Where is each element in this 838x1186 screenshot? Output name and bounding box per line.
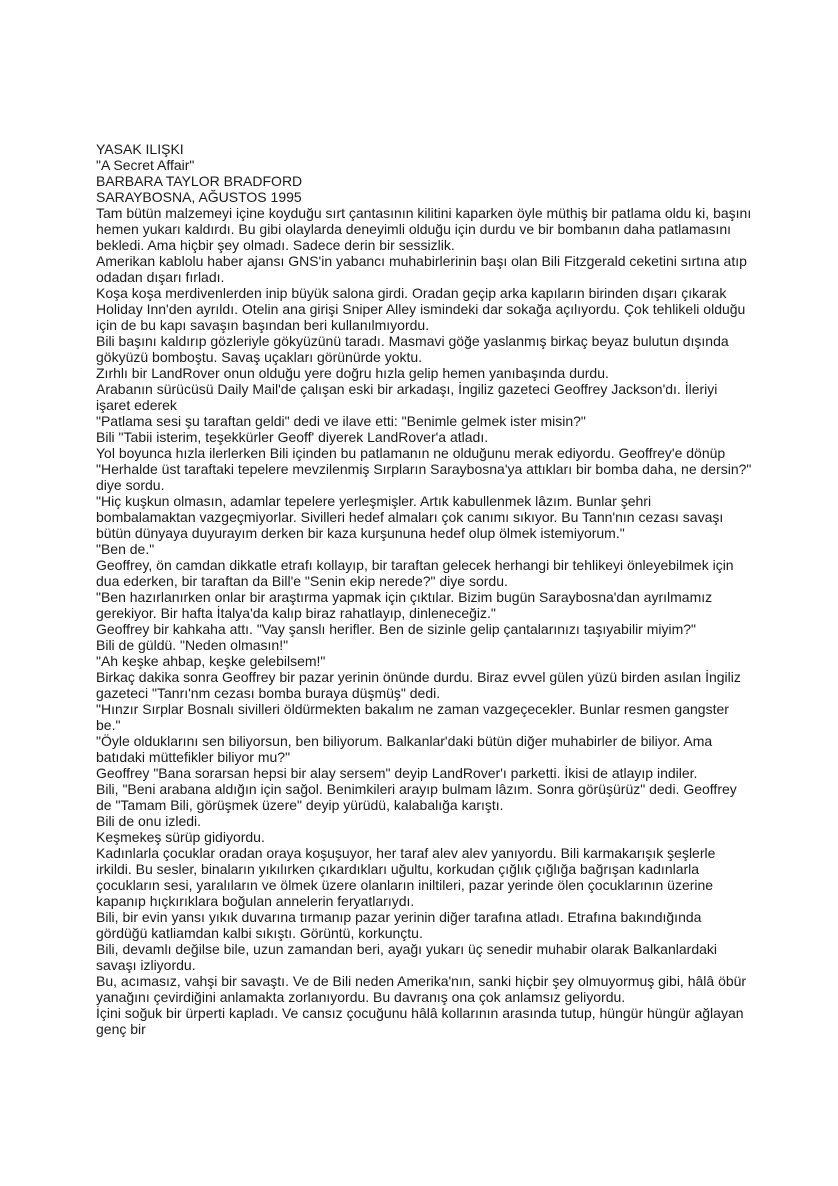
text-line: irkildi. Bu sesler, binaların yıkılırken çıkardıkları uğultu, korkudan çığlık çığlığa bağrışan kadınlarla [96,861,700,877]
text-line: Keşmekeş sürüp gidiyordu. [96,829,265,845]
text-line: de "Tamam Bili, görüşmek üzere" deyip yürüdü, kalabalığa karıştı. [96,797,504,813]
text-line: Arabanın sürücüsü Daily Mail'de çalışan eski bir arkadaşı, İngiliz gazeteci Geoffrey Jackson'dı. İleriyi [96,381,718,397]
text-line: hemen yukarı kaldırdı. Bu gibi olaylarda deneyimli olduğu için durdu ve bir bombanın daha patlamasını [96,221,732,237]
text-line: Bili, bir evin yansı yıkık duvarına tırmanıp pazar yerinin diğer tarafına atladı. Etrafına bakındığında [96,909,702,925]
text-line: Yol boyunca hızla ilerlerken Bili içinden bu patlamanın ne olduğunu merak ediyordu. Geoffrey'e dönüp [96,445,726,461]
text-line: odadan dışarı fırladı. [96,269,225,285]
text-line: Bu, acımasız, vahşi bir savaştı. Ve de Bili neden Amerika'nın, sanki hiçbir şey olmuyormuş gibi, hâlâ öbür [96,973,747,989]
text-line: diye sordu. [96,477,165,493]
text-line: "Hiç kuşkun olmasın, adamlar tepelere yerleşmişler. Artık kabullenmek lâzım. Bunlar şehri [96,493,652,509]
text-line: Amerikan kablolu haber ajansı GNS'in yabancı muhabirlerinin başı olan Bili Fitzgerald ceketini sırtına atıp [96,253,747,269]
text-line: dua ederken, bir taraftan da Bill'e "Senin ekip nerede?" diye sordu. [96,573,508,589]
text-line: Tam bütün malzemeyi içine koyduğu sırt çantasının kilitini kaparken öyle müthiş bir patlama oldu ki, başını [96,205,752,221]
text-line: Kadınlarla çocuklar oradan oraya koşuşuyor, her taraf alev alev yanıyordu. Bili karmakarışık şeşlerle [96,845,716,861]
text-line: "Ah keşke ahbap, keşke gelebilsem!" [96,653,326,669]
text-line: Bili de güldü. "Neden olmasın!" [96,637,289,653]
text-line: savaşı izliyordu. [96,957,196,973]
text-line: Geoffrey "Bana sorarsan hepsi bir alay sersem" deyip LandRover'ı parketti. İkisi de atlayıp indiler. [96,765,698,781]
text-line: "Ben de." [96,541,155,557]
text-line: gazeteci "Tanrı'nm cezası bomba buraya düşmüş" dedi. [96,685,441,701]
text-line: için de bu kapı savaşın başından beri kullanılmıyordu. [96,317,430,333]
text-line: Holiday Inn'den ayrıldı. Otelin ana girişi Sniper Alley ismindeki dar sokağa açılıyordu. Çok tehlikeli olduğu [96,301,746,317]
text-line: Bili "Tabii isterim, teşekkürler Geoff' diyerek LandRover'a atladı. [96,429,489,445]
book-author: BARBARA TAYLOR BRADFORD [96,173,303,189]
text-line: gökyüzü bomboştu. Savaş uçakları görünürde yoktu. [96,349,423,365]
text-line: Geoffrey, ön camdan dikkatle etrafı kollayıp, bir taraftan gelecek herhangi bir tehlikeyi önleyebilmek için [96,557,734,573]
text-line: "Ben hazırlanırken onlar bir araştırma yapmak için çıktılar. Bizim bugün Saraybosna'dan ayrılmamız [96,589,713,605]
text-line: Birkaç dakika sonra Geoffrey bir pazar yerinin önünde durdu. Biraz evvel gülen yüzü birden asılan İngiliz [96,669,741,685]
text-line: "Herhalde üst taraftaki tepelere mevzilenmiş Sırpların Saraybosna'ya attıkları bir bomba daha, ne dersin?" [96,461,752,477]
text-line: batıdaki müttefikler biliyor mu?" [96,749,291,765]
text-line: İçini soğuk bir ürperti kapladı. Ve cansız çocuğunu hâlâ kollarının arasında tutup, hüngür hüngür ağlayan [96,1005,744,1021]
book-subtitle: "A Secret Affair" [96,157,195,173]
text-line: çocukların sesi, yaralıların ve ölmek üzere olanların iniltileri, pazar yerinde ölen çocuklarının üzerine [96,877,714,893]
text-line: bombalamaktan vazgeçmiyorlar. Sivilleri hedef almaları çok canımı sıkıyor. Bu Tann'nın cezası savaşı [96,509,724,525]
text-line: bekledi. Ama hiçbir şey olmadı. Sadece derin bir sessizlik. [96,237,455,253]
text-line: kapanıp hıçkırıklara boğulan annelerin feryatlarıydı. [96,893,415,909]
text-line: Bili, devamlı değilse bile, uzun zamandan beri, ayağı yukarı üç senedir muhabir olarak Balkanlardaki [96,941,717,957]
book-title: YASAK ILIŞKI [96,141,184,157]
text-line: Zırhlı bir LandRover onun olduğu yere doğru hızla gelip hemen yanıbaşında durdu. [96,365,609,381]
body-text [96,205,796,1037]
text-line: Bili başını kaldırıp gözleriyle gökyüzünü taradı. Masmavi göğe yaslanmış birkaç beyaz bulutun dışında [96,333,729,349]
text-line: Bili de onu izledi. [96,813,202,829]
text-line: genç bir [96,1021,146,1037]
text-line: "Öyle olduklarını sen biliyorsun, ben biliyorum. Balkanlar'daki bütün diğer muhabirler de biliyor. Ama [96,733,713,749]
book-dateline: SARAYBOSNA, AĞUSTOS 1995 [96,189,302,205]
text-line: be." [96,717,121,733]
text-line: Geoffrey bir kahkaha attı. "Vay şanslı herifler. Ben de sizinle gelip çantalarınızı taşıyabilir miyim?" [96,621,697,637]
text-line: Bili, "Beni arabana aldığın için sağol. Benimkileri arayıp bulmam lâzım. Sonra görüşürüz" dedi. Geoffrey [96,781,737,797]
text-line: gördüğü katliamdan kalbi sıkıştı. Görüntü, korkunçtu. [96,925,423,941]
text-line: yanağını çevirdiğini anlamakta zorlanıyordu. Bu davranış ona çok anlamsız geliyordu. [96,989,626,1005]
text-line: işaret ederek [96,397,177,413]
text-line: gerekiyor. Bir hafta İtalya'da kalıp biraz rahatlayıp, dinleneceğiz." [96,605,496,621]
text-line: Koşa koşa merdivenlerden inip büyük salona girdi. Oradan geçip arka kapıların birinden dışarı çıkarak [96,285,727,301]
text-line: "Hınzır Sırplar Bosnalı sivilleri öldürmekten bakalım ne zaman vazgeçecekler. Bunlar resmen gangster [96,701,729,717]
text-line: "Patlama sesi şu taraftan geldi" dedi ve ilave etti: "Benimle gelmek ister misin?" [96,413,586,429]
text-block [96,141,796,1037]
text-line: bütün dünyaya duyurayım derken bir kaza kurşununa hedef olup ölmek istemiyorum." [96,525,625,541]
